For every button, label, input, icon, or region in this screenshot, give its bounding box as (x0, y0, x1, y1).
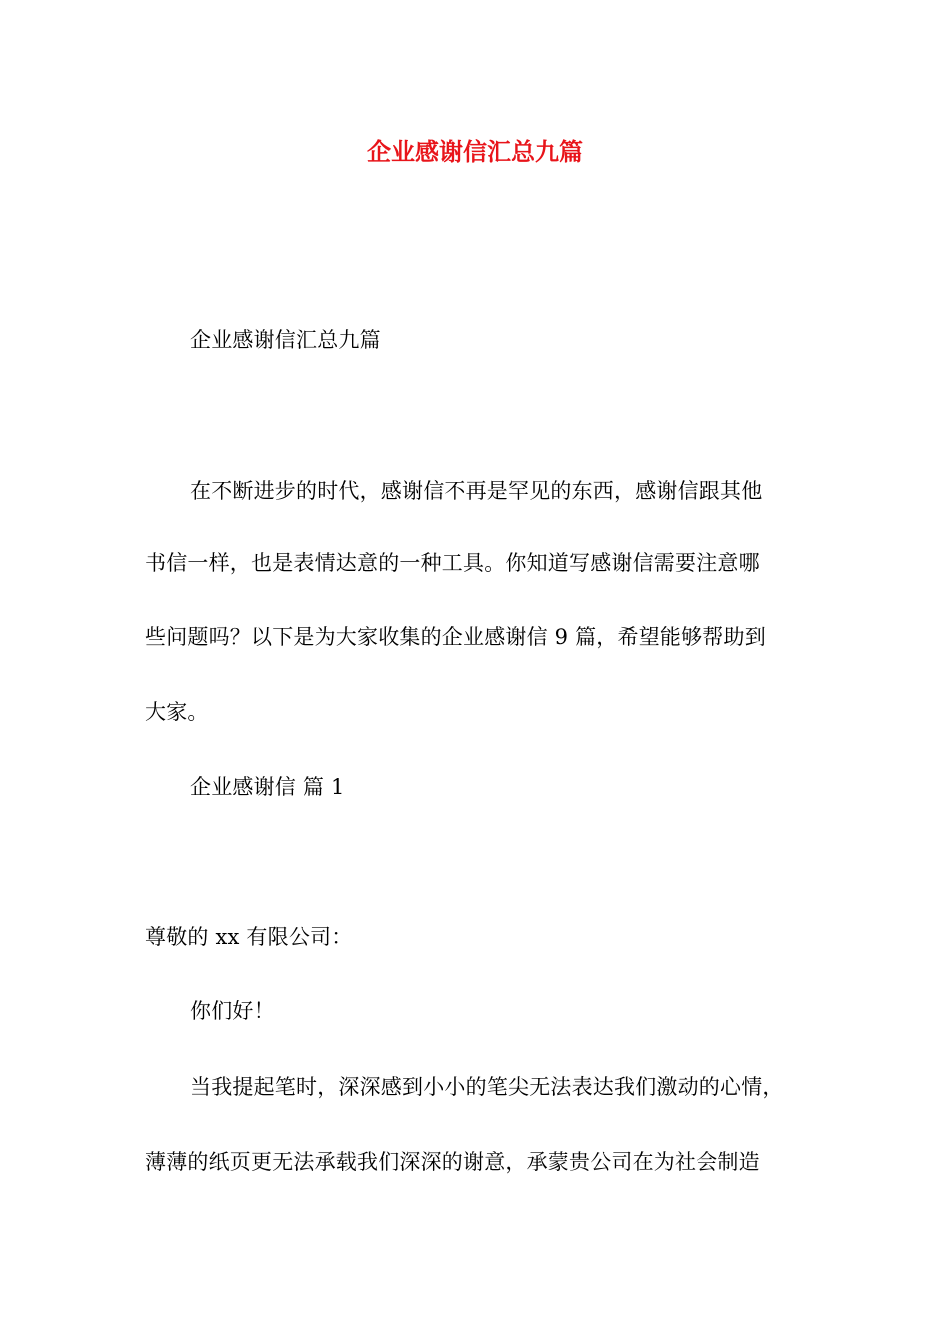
body-line-2: 薄薄的纸页更无法承载我们深深的谢意，承蒙贵公司在为社会制造 (145, 1150, 760, 1174)
intro-line-4: 大家。 (145, 700, 209, 724)
body-line-1: 当我提起笔时，深深感到小小的笔尖无法表达我们激动的心情， (190, 1075, 784, 1099)
intro-line-3: 些问题吗？以下是为大家收集的企业感谢信 9 篇，希望能够帮助到 (145, 625, 766, 649)
salutation: 尊敬的 xx 有限公司： (145, 925, 353, 949)
greeting: 你们好！ (190, 999, 275, 1023)
intro-line-1: 在不断进步的时代，感谢信不再是罕见的东西，感谢信跟其他 (190, 479, 763, 503)
document-title: 企业感谢信汇总九篇 (367, 137, 583, 166)
section-heading: 企业感谢信 篇 1 (190, 775, 345, 799)
intro-line-2: 书信一样，也是表情达意的一种工具。你知道写感谢信需要注意哪 (145, 551, 760, 575)
subtitle: 企业感谢信汇总九篇 (190, 328, 381, 352)
